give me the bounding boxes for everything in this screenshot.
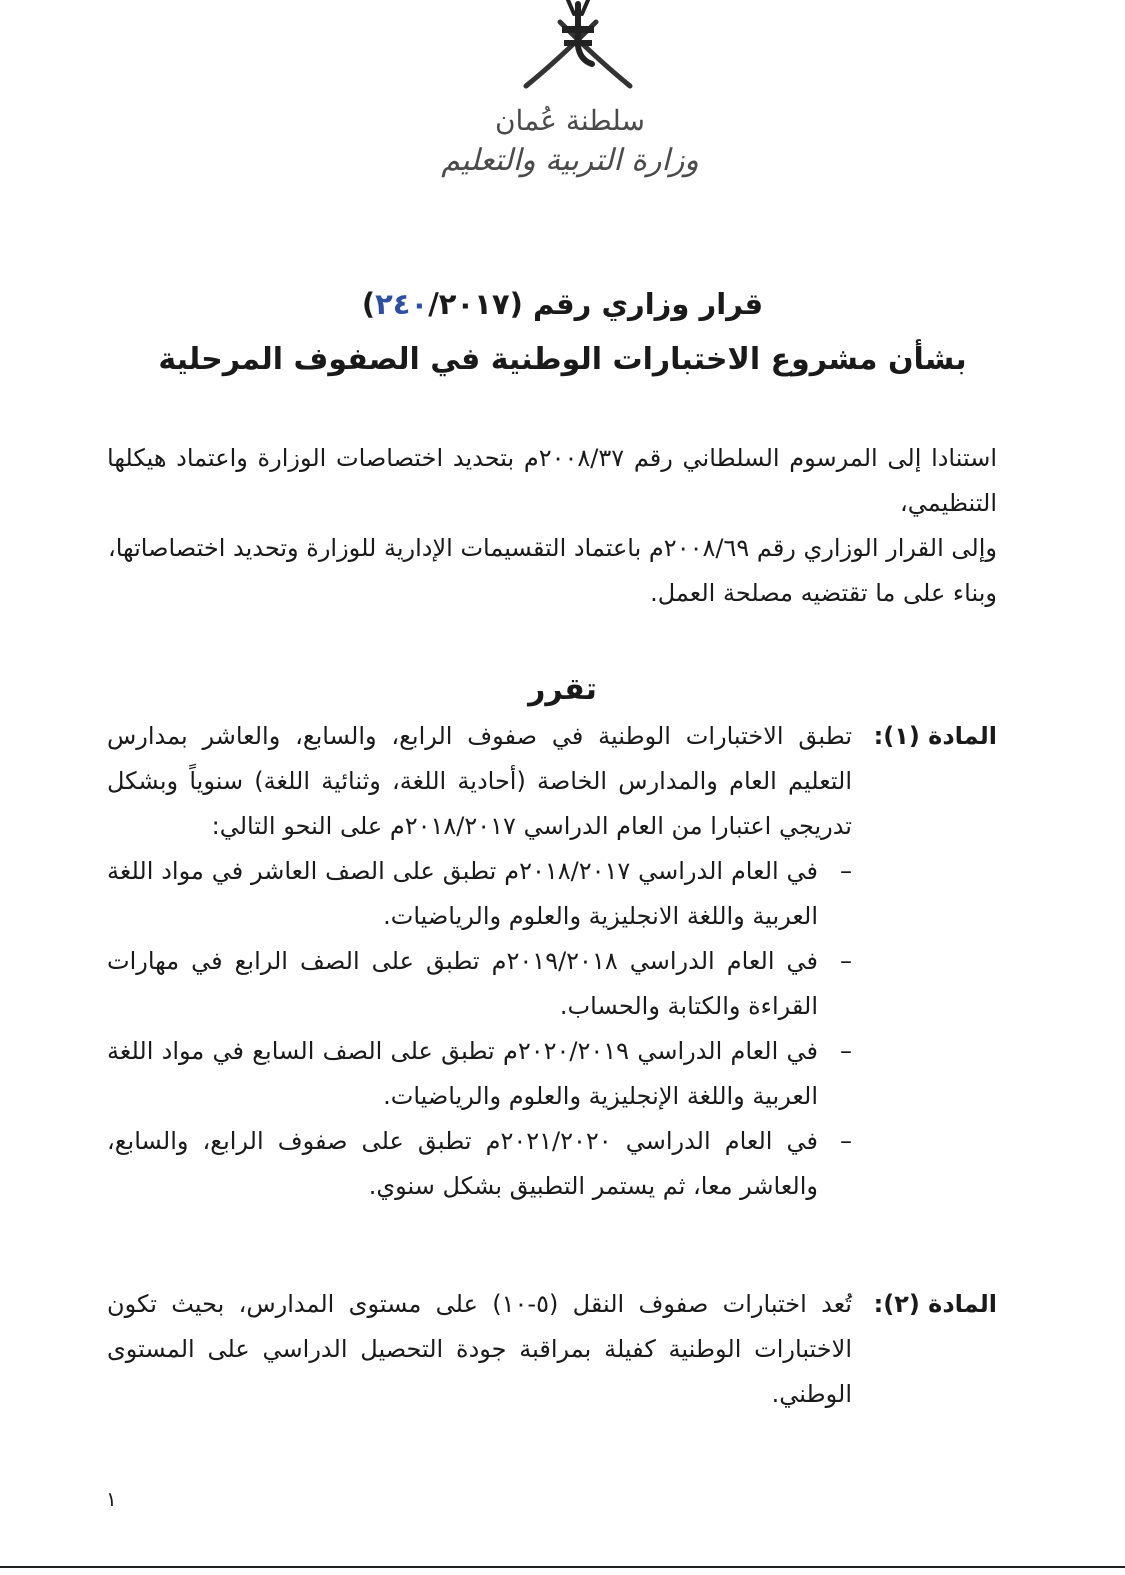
ministry-name: وزارة التربية والتعليم bbox=[441, 143, 699, 178]
decision-title bbox=[0, 283, 1125, 325]
decision-number: ٢٤٠ bbox=[375, 287, 429, 321]
article-label: المادة (١): bbox=[873, 722, 997, 750]
article-label: المادة (٢): bbox=[873, 1290, 997, 1318]
article-text: تُعد اختبارات صفوف النقل (٥-١٠) على مستوى المدارس، بحيث تكون الاختبارات الوطنية كفيلة بمراقبة جودة التحصيل الدراسي على المستوى الوطني. bbox=[107, 1290, 852, 1408]
article-2 bbox=[107, 1282, 997, 1417]
preamble-clause: استنادا إلى المرسوم السلطاني رقم ٢٠٠٨/٣٧م بتحديد اختصاصات الوزارة واعتماد هيكلها التنظيمي، bbox=[107, 444, 997, 517]
page-number: ١ bbox=[106, 1487, 117, 1511]
title-suffix: /٢٠١٧) bbox=[361, 287, 510, 321]
title-prefix: قرار وزاري رقم ( bbox=[509, 287, 764, 321]
list-item bbox=[107, 1029, 852, 1119]
list-item bbox=[107, 939, 852, 1029]
list-item bbox=[107, 849, 852, 939]
article-body bbox=[107, 714, 852, 1209]
article-text: تطبق الاختبارات الوطنية في صفوف الرابع، والسابع، والعاشر بمدارس التعليم العام والمدارس الخاصة (أحادية اللغة، وثنائية اللغة) سنوياً وبشكل تدريجي اعتبارا من العام الدراسي ٢٠١٨/٢٠١٧م على النحو التالي: bbox=[107, 722, 852, 840]
dash-bullet: – bbox=[840, 1037, 852, 1065]
ministry-header bbox=[440, 102, 700, 182]
list-item-text: في العام الدراسي ٢٠١٩/٢٠١٨م تطبق على الصف الرابع في مهارات القراءة والكتابة والحساب. bbox=[107, 947, 818, 1020]
list-item-text: في العام الدراسي ٢٠٢١/٢٠٢٠م تطبق على صفوف الرابع، والسابع، والعاشر معا، ثم يستمر التطبيق بشكل سنوي. bbox=[107, 1127, 818, 1200]
dash-bullet: – bbox=[840, 1127, 852, 1155]
list-item-text: في العام الدراسي ٢٠١٨/٢٠١٧م تطبق على الصف العاشر في مواد اللغة العربية واللغة الانجليزية والعلوم والرياضيات. bbox=[107, 857, 818, 930]
resolves-heading: تقرر bbox=[528, 672, 597, 707]
preamble bbox=[107, 436, 997, 616]
sultanate-name: سلطنة عُمان bbox=[494, 104, 646, 137]
article-1 bbox=[107, 714, 997, 1209]
dash-bullet: – bbox=[840, 947, 852, 975]
dash-bullet: – bbox=[840, 857, 852, 885]
oman-khanjar-emblem-icon bbox=[518, 0, 638, 92]
list-item bbox=[107, 1119, 852, 1209]
bottom-border bbox=[0, 1566, 1125, 1568]
preamble-clause: وإلى القرار الوزاري رقم ٢٠٠٨/٦٩م باعتماد التقسيمات الإدارية للوزارة وتحديد اختصاصاتها، bbox=[108, 534, 997, 562]
preamble-clause: وبناء على ما تقتضيه مصلحة العمل. bbox=[650, 579, 997, 607]
list-item-text: في العام الدراسي ٢٠٢٠/٢٠١٩م تطبق على الصف السابع في مواد اللغة العربية واللغة الإنجليزية والعلوم والرياضيات. bbox=[107, 1037, 819, 1110]
decision-subtitle: بشأن مشروع الاختبارات الوطنية في الصفوف المرحلية bbox=[158, 342, 967, 377]
article-body bbox=[107, 1282, 852, 1417]
